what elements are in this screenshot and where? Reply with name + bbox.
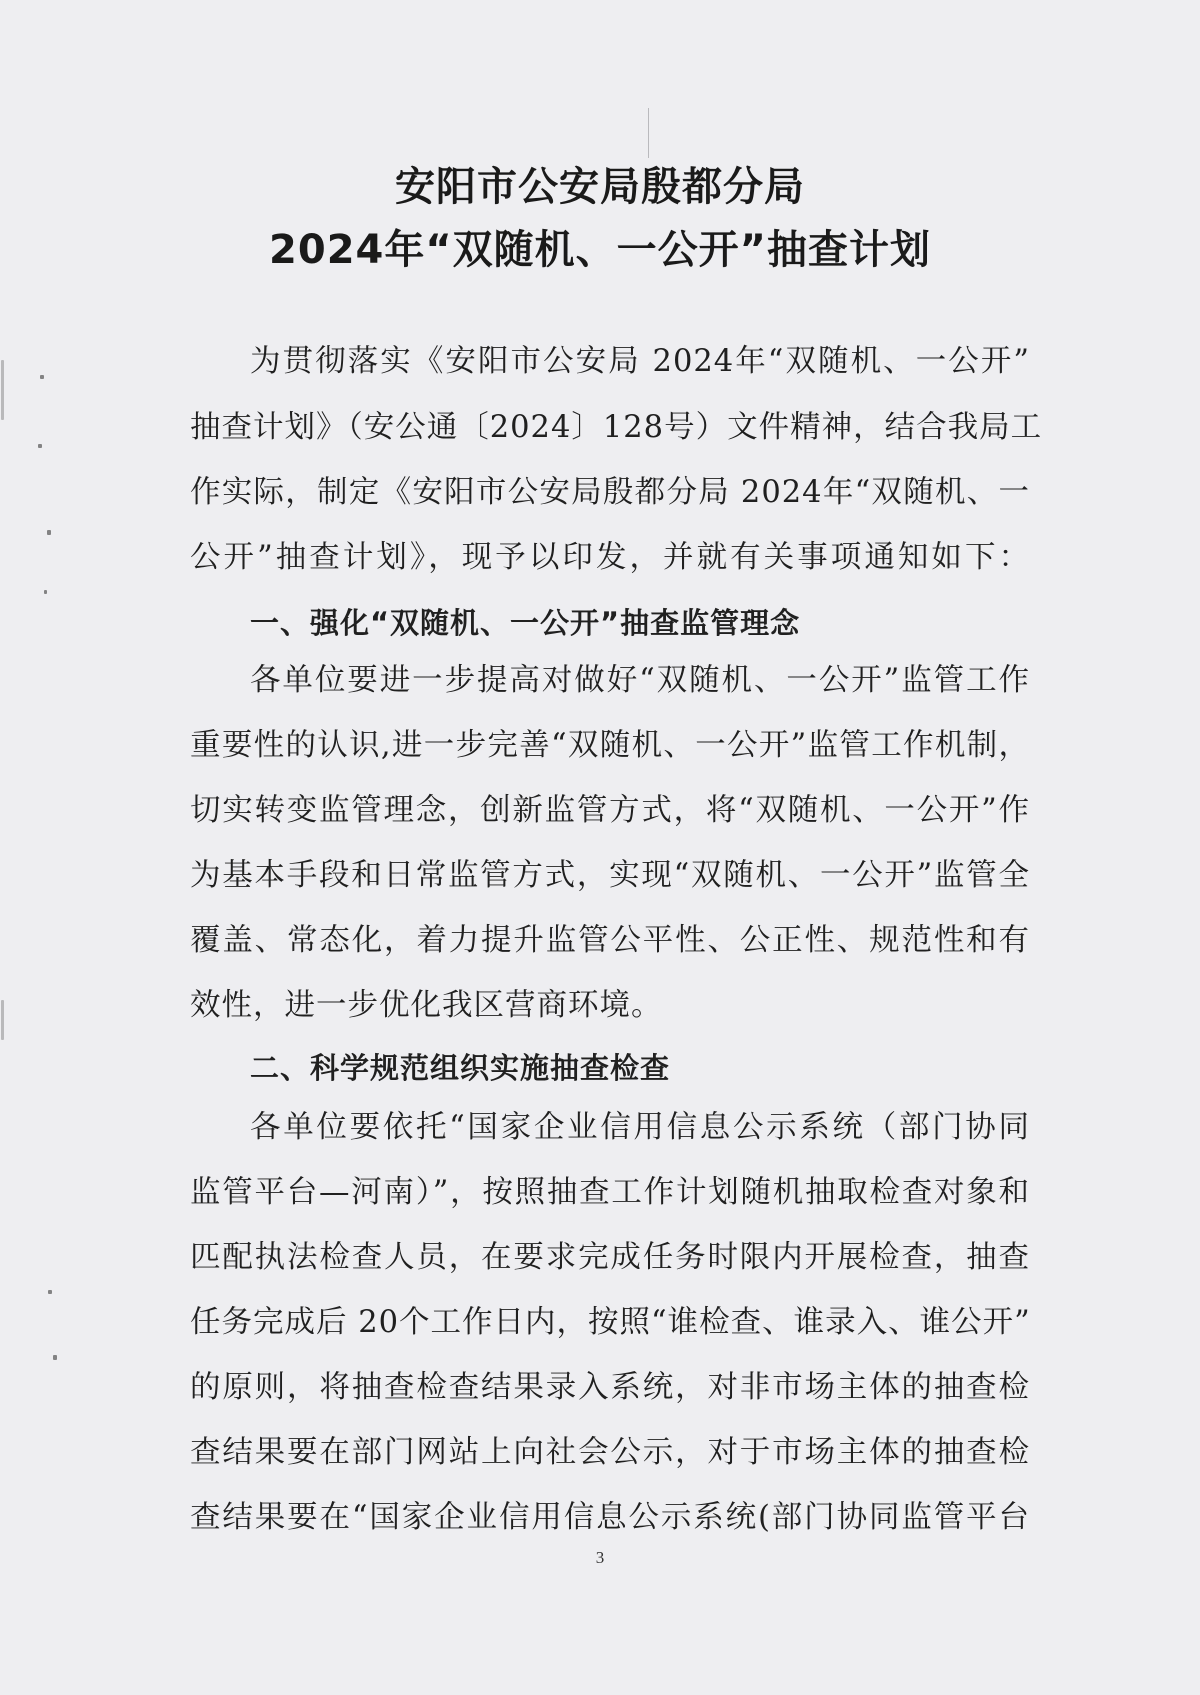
paragraph1-line2: 抽查计划》（安公通〔2024〕128号）文件精神，结合我局工 <box>190 410 1043 445</box>
paragraph1-line4: 公开”抽查计划》，现予以印发，并就有关事项通知如下： <box>190 540 1030 575</box>
page-number: 3 <box>595 1548 605 1567</box>
paragraph2-line2: 重要性的认识,进一步完善“双随机、一公开”监管工作机制， <box>190 728 1030 763</box>
scan-mark <box>1 360 4 420</box>
scan-mark <box>53 1355 57 1360</box>
document-title-line1: 安阳市公安局殷都分局 <box>395 164 805 210</box>
paragraph2-line1: 各单位要进一步提高对做好“双随机、一公开”监管工作 <box>250 663 1030 698</box>
scan-mark <box>44 590 47 594</box>
document-title-line2: 2024年“双随机、一公开”抽查计划 <box>269 227 931 273</box>
paragraph3-line3: 匹配执法检查人员，在要求完成任务时限内开展检查，抽查 <box>190 1240 1030 1275</box>
scan-mark <box>47 530 51 535</box>
paragraph3-line7: 查结果要在“国家企业信用信息公示系统(部门协同监管平台 <box>190 1500 1030 1535</box>
paragraph1-line1: 为贯彻落实《安阳市公安局 2024年“双随机、一公开” <box>250 344 1030 379</box>
paragraph2-line4: 为基本手段和日常监管方式，实现“双随机、一公开”监管全 <box>190 858 1030 893</box>
scan-mark <box>1 1000 4 1040</box>
paragraph3-line6: 查结果要在部门网站上向社会公示，对于市场主体的抽查检 <box>190 1435 1030 1470</box>
section-heading-2: 二、科学规范组织实施抽查检查 <box>250 1051 671 1085</box>
paragraph3-line5: 的原则，将抽查检查结果录入系统，对非市场主体的抽查检 <box>190 1370 1030 1405</box>
scan-fold-line <box>648 108 649 158</box>
paragraph2-line3: 切实转变监管理念，创新监管方式，将“双随机、一公开”作 <box>190 793 1030 828</box>
scan-mark <box>38 444 42 448</box>
paragraph3-line1: 各单位要依托“国家企业信用信息公示系统（部门协同 <box>250 1110 1030 1145</box>
paragraph1-line3: 作实际，制定《安阳市公安局殷都分局 2024年“双随机、一 <box>190 475 1030 510</box>
section-heading-1: 一、强化“双随机、一公开”抽查监管理念 <box>250 606 801 640</box>
paragraph2-line5: 覆盖、常态化，着力提升监管公平性、公正性、规范性和有 <box>190 923 1030 958</box>
paragraph3-line4: 任务完成后 20个工作日内，按照“谁检查、谁录入、谁公开” <box>190 1305 1031 1340</box>
scan-mark <box>40 375 44 379</box>
paragraph2-line6: 效性，进一步优化我区营商环境。 <box>190 988 663 1023</box>
scan-mark <box>48 1290 52 1294</box>
paragraph3-line2: 监管平台—河南）”，按照抽查工作计划随机抽取检查对象和 <box>190 1175 1030 1210</box>
